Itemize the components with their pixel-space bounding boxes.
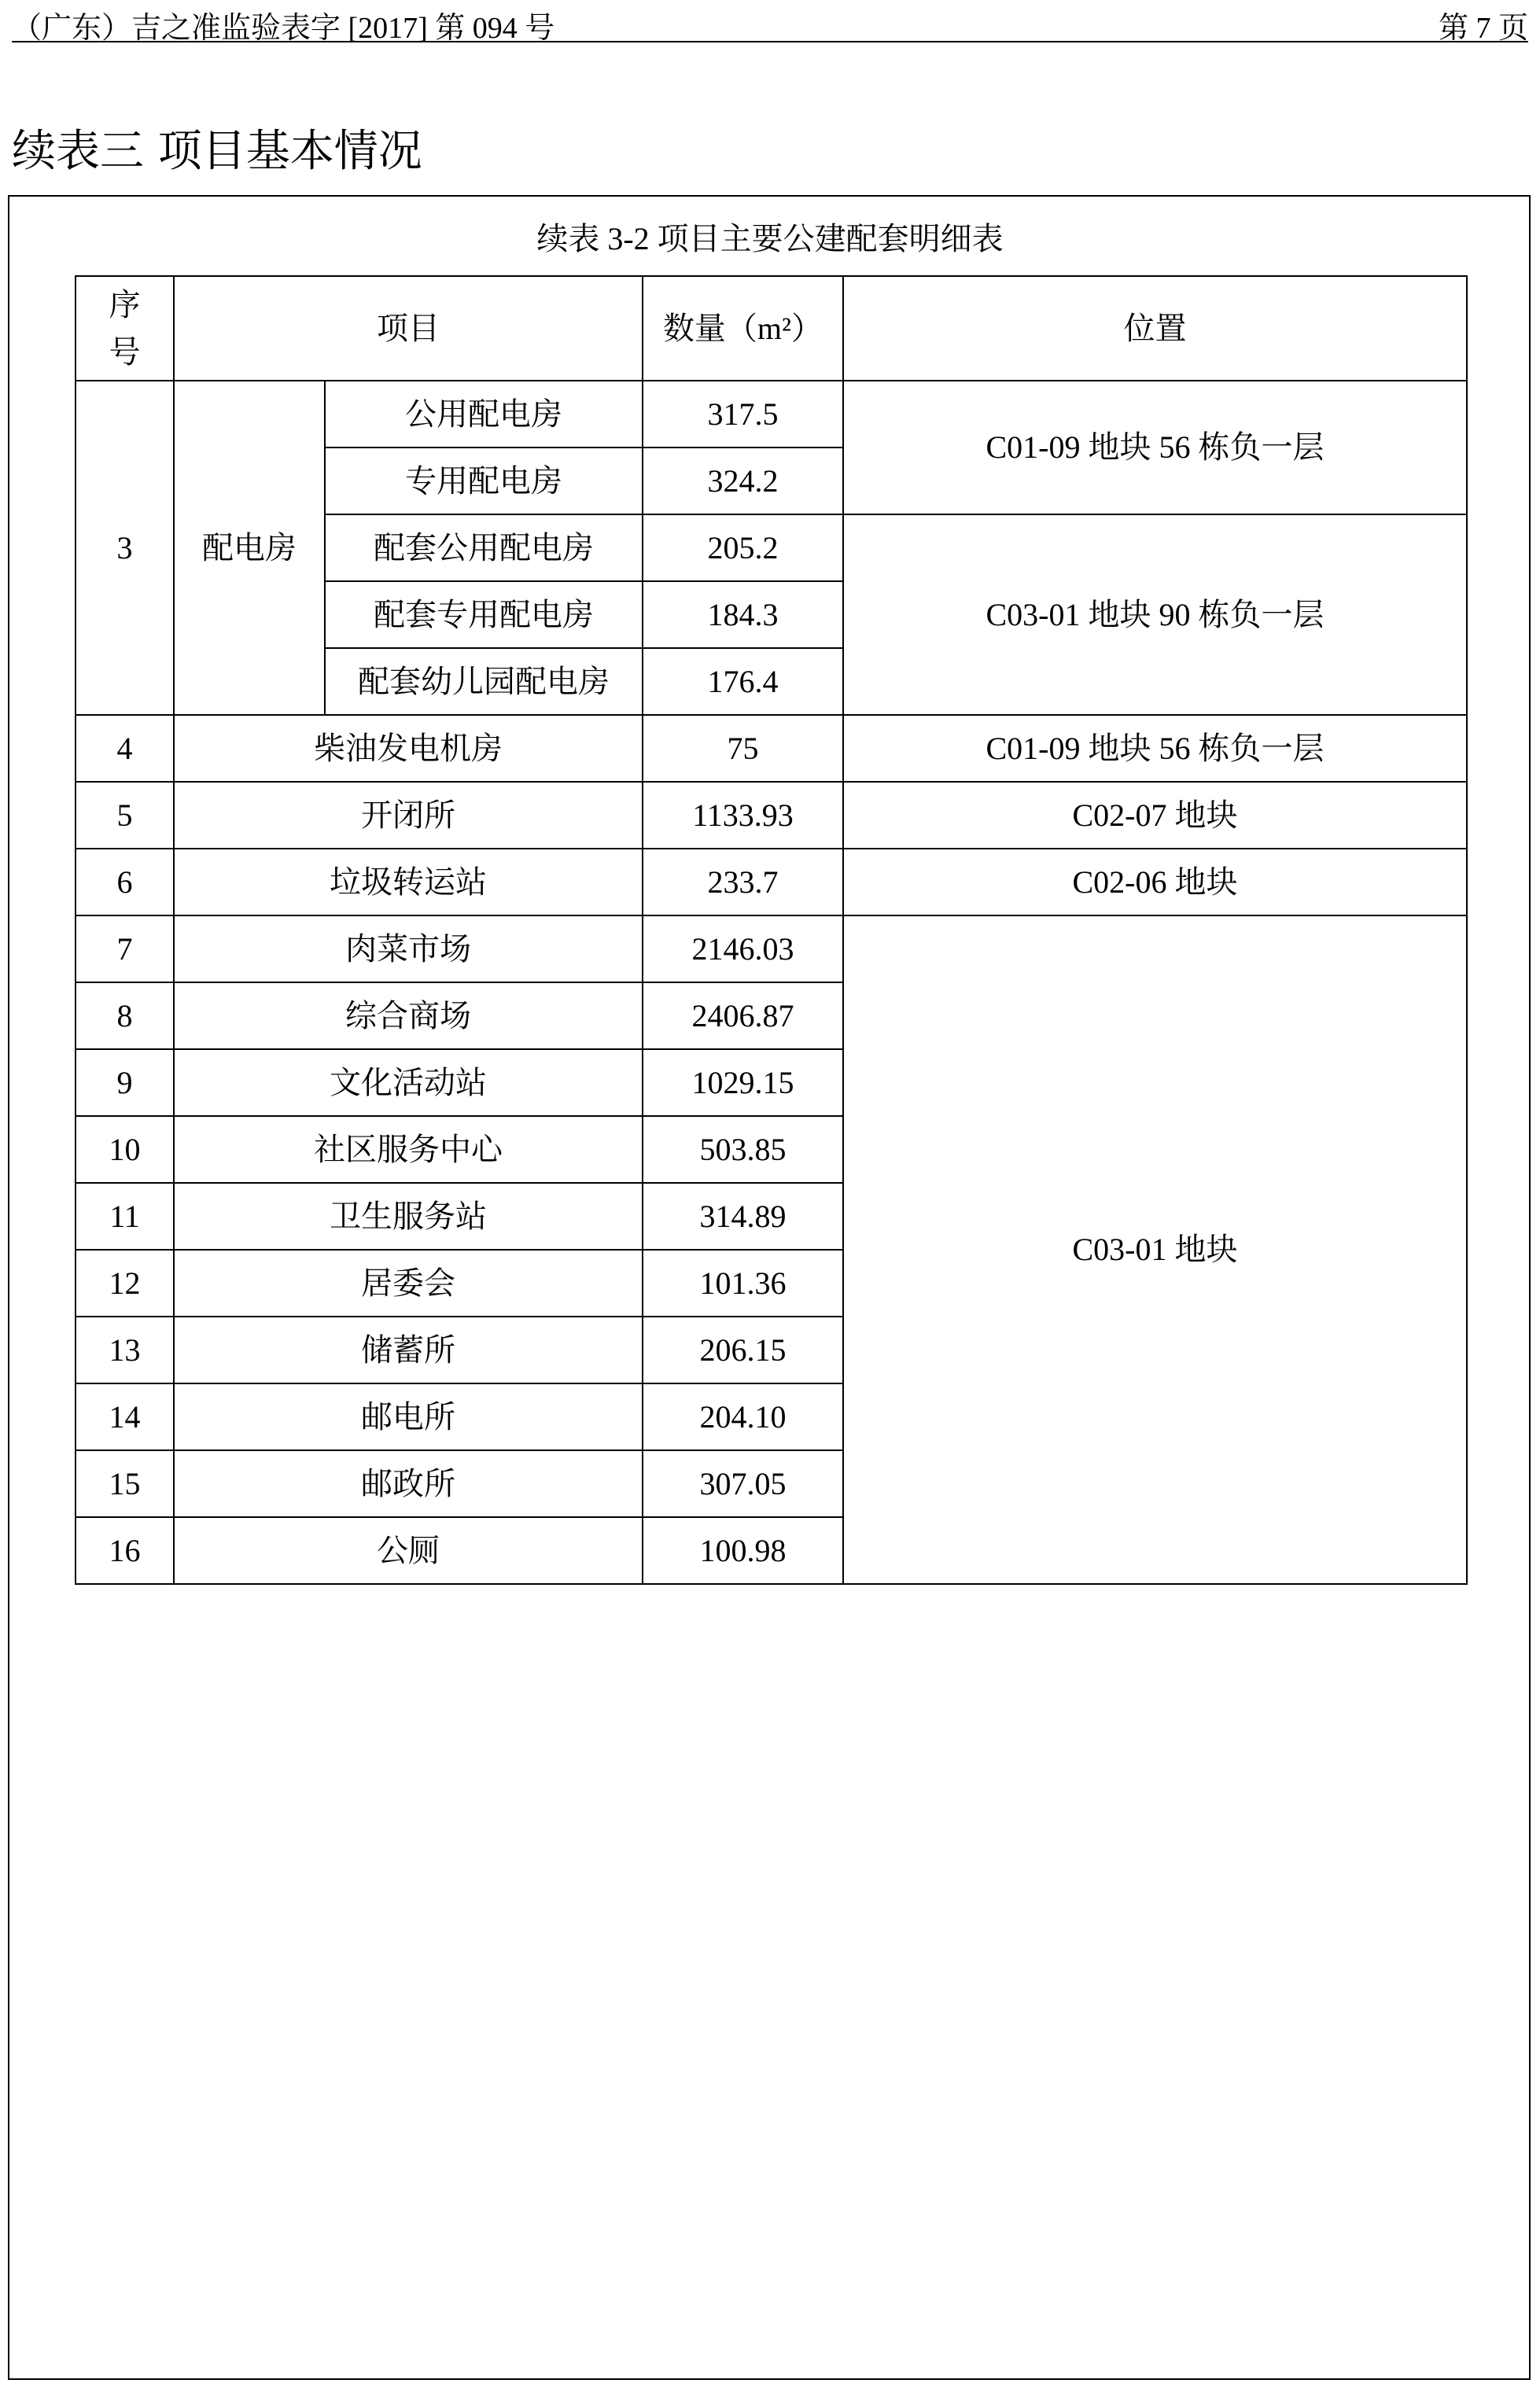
table-row bbox=[76, 381, 1467, 448]
cell-qty: 1133.93 bbox=[643, 782, 843, 849]
cell-qty: 206.15 bbox=[643, 1317, 843, 1383]
cell-qty: 317.5 bbox=[643, 381, 843, 448]
cell-item: 开闭所 bbox=[174, 782, 643, 849]
cell-qty: 100.98 bbox=[643, 1517, 843, 1584]
cell-no: 5 bbox=[76, 782, 174, 849]
cell-location: C03-01 地块 90 栋负一层 bbox=[843, 514, 1467, 715]
cell-item: 卫生服务站 bbox=[174, 1183, 643, 1250]
cell-no: 11 bbox=[76, 1183, 174, 1250]
cell-item: 居委会 bbox=[174, 1250, 643, 1317]
header-location: 位置 bbox=[843, 276, 1467, 381]
cell-no: 14 bbox=[76, 1383, 174, 1450]
cell-item: 公厕 bbox=[174, 1517, 643, 1584]
cell-no: 7 bbox=[76, 915, 174, 982]
table-row bbox=[76, 915, 1467, 982]
cell-location-merged: C03-01 地块 bbox=[843, 915, 1467, 1584]
header-no: 序号 bbox=[76, 276, 174, 381]
facilities-table bbox=[75, 275, 1468, 1585]
cell-qty: 324.2 bbox=[643, 448, 843, 514]
cell-qty: 1029.15 bbox=[643, 1049, 843, 1116]
cell-no: 16 bbox=[76, 1517, 174, 1584]
document-reference: （广东）吉之准监验表字 [2017] 第 094 号 bbox=[12, 12, 555, 45]
cell-no: 6 bbox=[76, 849, 174, 915]
cell-location: C01-09 地块 56 栋负一层 bbox=[843, 381, 1467, 514]
cell-item: 综合商场 bbox=[174, 982, 643, 1049]
cell-item: 配套专用配电房 bbox=[325, 581, 643, 648]
header-item: 项目 bbox=[174, 276, 643, 381]
cell-no: 12 bbox=[76, 1250, 174, 1317]
cell-no: 15 bbox=[76, 1450, 174, 1517]
cell-location: C02-07 地块 bbox=[843, 782, 1467, 849]
cell-qty: 2406.87 bbox=[643, 982, 843, 1049]
cell-item: 配套公用配电房 bbox=[325, 514, 643, 581]
cell-qty: 314.89 bbox=[643, 1183, 843, 1250]
table-header-row bbox=[76, 276, 1467, 381]
table-row bbox=[76, 782, 1467, 849]
cell-no: 9 bbox=[76, 1049, 174, 1116]
table-caption: 续表 3-2 项目主要公建配套明细表 bbox=[536, 221, 1004, 256]
cell-item: 储蓄所 bbox=[174, 1317, 643, 1383]
cell-qty: 503.85 bbox=[643, 1116, 843, 1183]
cell-category: 配电房 bbox=[174, 381, 325, 715]
cell-no: 10 bbox=[76, 1116, 174, 1183]
cell-qty: 204.10 bbox=[643, 1383, 843, 1450]
cell-item: 柴油发电机房 bbox=[174, 715, 643, 782]
cell-item: 垃圾转运站 bbox=[174, 849, 643, 915]
cell-location: C01-09 地块 56 栋负一层 bbox=[843, 715, 1467, 782]
cell-location: C02-06 地块 bbox=[843, 849, 1467, 915]
cell-no: 13 bbox=[76, 1317, 174, 1383]
cell-qty: 307.05 bbox=[643, 1450, 843, 1517]
cell-qty: 233.7 bbox=[643, 849, 843, 915]
page-number: 第 7 页 bbox=[1438, 12, 1528, 45]
table-row bbox=[76, 715, 1467, 782]
table-row bbox=[76, 849, 1467, 915]
cell-item: 公用配电房 bbox=[325, 381, 643, 448]
cell-item: 专用配电房 bbox=[325, 448, 643, 514]
cell-qty: 205.2 bbox=[643, 514, 843, 581]
cell-no: 3 bbox=[76, 381, 174, 715]
cell-item: 肉菜市场 bbox=[174, 915, 643, 982]
cell-item: 配套幼儿园配电房 bbox=[325, 648, 643, 715]
cell-qty: 176.4 bbox=[643, 648, 843, 715]
cell-no: 8 bbox=[76, 982, 174, 1049]
cell-qty: 184.3 bbox=[643, 581, 843, 648]
section-title: 续表三 项目基本情况 bbox=[12, 126, 422, 177]
cell-item: 邮电所 bbox=[174, 1383, 643, 1450]
header-qty: 数量（m²） bbox=[643, 276, 843, 381]
cell-item: 邮政所 bbox=[174, 1450, 643, 1517]
cell-no: 4 bbox=[76, 715, 174, 782]
cell-item: 社区服务中心 bbox=[174, 1116, 643, 1183]
cell-qty: 2146.03 bbox=[643, 915, 843, 982]
page-header bbox=[12, 0, 1528, 45]
cell-qty: 101.36 bbox=[643, 1250, 843, 1317]
cell-item: 文化活动站 bbox=[174, 1049, 643, 1116]
cell-qty: 75 bbox=[643, 715, 843, 782]
